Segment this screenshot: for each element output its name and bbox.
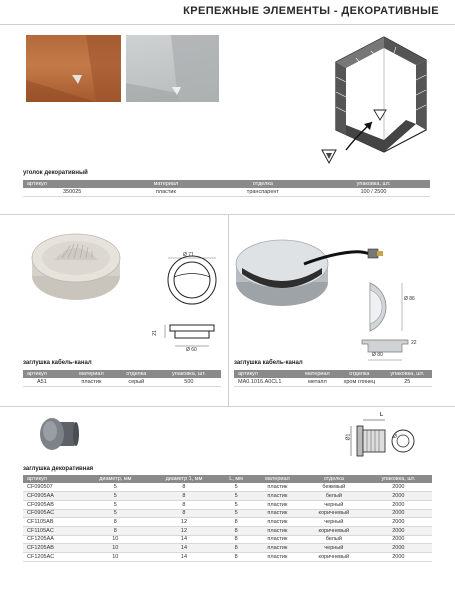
table-cell: CF1205AB — [23, 544, 83, 553]
table-cell: 2000 — [365, 492, 432, 501]
table-header: упаковка, шт. — [317, 180, 430, 188]
table-cell: 5 — [220, 483, 252, 492]
dim-inner-diameter: Ø 80 — [372, 352, 383, 358]
table-row — [23, 500, 432, 509]
plug-drawing — [345, 410, 423, 468]
table-header: отделка — [209, 180, 317, 188]
grommet-a-spec-table — [23, 370, 221, 387]
table-header: упаковка, шт. — [157, 370, 221, 378]
table-header: материал — [123, 180, 209, 188]
dim-height: 21 — [151, 330, 158, 336]
table-cell: черный — [303, 544, 365, 553]
table-cell: 2000 — [365, 518, 432, 527]
table-cell: пластик — [252, 518, 303, 527]
table-cell: CF090507 — [23, 483, 83, 492]
dim-height: 22 — [411, 340, 417, 346]
table-cell: белый — [303, 535, 365, 544]
table-header: L, мм — [220, 475, 252, 483]
title-rule — [0, 24, 455, 25]
table-cell: 8 — [83, 526, 148, 535]
table-cell: 5 — [220, 509, 252, 518]
table-cell: CF0905AB — [23, 500, 83, 509]
table-cell: CF0905AC — [23, 509, 83, 518]
table-cell: 8 — [148, 509, 221, 518]
table-cell: MA0.1016.A0CL1 — [234, 378, 299, 387]
table-header: артикул — [23, 475, 83, 483]
table-cell: пластик — [252, 483, 303, 492]
table-header: упаковка, шт. — [383, 370, 432, 378]
table-header: отделка — [336, 370, 382, 378]
table-cell: 12 — [148, 518, 221, 527]
table-cell: CF0905AA — [23, 492, 83, 501]
table-cell: пластик — [67, 378, 116, 387]
dim-outer-diameter: Ø 71 — [183, 252, 194, 258]
corner-spec-table — [23, 180, 430, 197]
plug-photo — [38, 416, 80, 454]
column-divider — [228, 214, 229, 406]
table-cell: 8 — [148, 492, 221, 501]
table-row — [23, 544, 432, 553]
table-cell: 8 — [220, 518, 252, 527]
corner-illustration — [316, 32, 432, 182]
table-header: диаметр, мм — [83, 475, 148, 483]
table-cell: пластик — [252, 535, 303, 544]
corner-photo-grey — [126, 35, 219, 102]
grommet-a-photo — [30, 228, 122, 306]
table-row — [23, 188, 430, 197]
table-row — [23, 492, 432, 501]
table-cell: 5 — [220, 500, 252, 509]
table-cell: пластик — [252, 553, 303, 562]
table-cell: 5 — [83, 509, 148, 518]
table-cell: 25 — [383, 378, 432, 387]
grommet-a-section-label: заглушка кабель-канал — [23, 360, 92, 366]
grommet-b-section-label: заглушка кабель-канал — [234, 360, 303, 366]
table-cell: 2000 — [365, 526, 432, 535]
plug-spec-table — [23, 475, 432, 562]
table-cell: пластик — [252, 544, 303, 553]
dim-length: L — [380, 412, 384, 418]
table-cell: 10 — [83, 535, 148, 544]
table-cell: серый — [116, 378, 157, 387]
table-row — [23, 518, 432, 527]
dim-outer-diameter: Ø 86 — [404, 296, 415, 302]
table-row — [23, 535, 432, 544]
table-row — [23, 526, 432, 535]
table-header: диаметр 1, мм — [148, 475, 221, 483]
table-cell: 12 — [148, 526, 221, 535]
table-cell: 2000 — [365, 535, 432, 544]
table-header: артикул — [234, 370, 299, 378]
table-cell: 2000 — [365, 544, 432, 553]
table-cell: A51 — [23, 378, 67, 387]
table-cell: 10 — [83, 544, 148, 553]
table-cell: 5 — [220, 492, 252, 501]
table-cell: CF1205AA — [23, 535, 83, 544]
table-cell: 10 — [83, 553, 148, 562]
section-divider — [0, 406, 455, 407]
table-cell: пластик — [252, 492, 303, 501]
table-cell: коричневый — [303, 553, 365, 562]
table-cell: 2000 — [365, 500, 432, 509]
table-cell: 5 — [83, 492, 148, 501]
table-cell: 8 — [148, 483, 221, 492]
table-cell: CF1105AC — [23, 526, 83, 535]
dim-inner-diameter: Ø 60 — [186, 347, 197, 353]
table-row — [23, 553, 432, 562]
table-cell: 100 / 2500 — [317, 188, 430, 197]
table-cell: CF1105AB — [23, 518, 83, 527]
table-cell: 14 — [148, 553, 221, 562]
table-header: упаковка, шт. — [365, 475, 432, 483]
page-title: КРЕПЕЖНЫЕ ЭЛЕМЕНТЫ - ДЕКОРАТИВНЫЕ — [183, 5, 439, 17]
table-header: материал — [67, 370, 116, 378]
table-header: артикул — [23, 370, 67, 378]
table-cell: CF1205AC — [23, 553, 83, 562]
table-cell: 8 — [220, 526, 252, 535]
table-cell: пластик — [252, 509, 303, 518]
table-header: артикул — [23, 180, 123, 188]
table-header: материал — [252, 475, 303, 483]
table-cell: белый — [303, 492, 365, 501]
table-cell: 8 — [220, 544, 252, 553]
table-cell: коричневый — [303, 509, 365, 518]
grommet-b-drawing — [360, 278, 420, 368]
table-cell: транспарент — [209, 188, 317, 197]
table-row — [234, 378, 432, 387]
table-cell: 2000 — [365, 509, 432, 518]
table-cell: пластик — [252, 500, 303, 509]
table-row — [23, 483, 432, 492]
table-cell: 8 — [148, 500, 221, 509]
table-cell: 350025 — [23, 188, 123, 197]
corner-section-label: уголок декоративный — [23, 170, 88, 176]
table-cell: черный — [303, 500, 365, 509]
table-header: материал — [299, 370, 336, 378]
table-cell: черный — [303, 518, 365, 527]
grommet-a-drawing — [162, 250, 222, 355]
table-cell: 8 — [83, 518, 148, 527]
table-cell: металл — [299, 378, 336, 387]
table-cell: 2000 — [365, 553, 432, 562]
dim-diameter-1: Ø1 — [345, 433, 352, 441]
table-cell: 5 — [83, 483, 148, 492]
table-cell: бежевый — [303, 483, 365, 492]
table-cell: 8 — [220, 535, 252, 544]
table-cell: 2000 — [365, 483, 432, 492]
table-header: отделка — [116, 370, 157, 378]
table-cell: 500 — [157, 378, 221, 387]
table-cell: 14 — [148, 535, 221, 544]
table-cell: 14 — [148, 544, 221, 553]
table-cell: пластик — [123, 188, 209, 197]
table-cell: 8 — [220, 553, 252, 562]
dim-diameter: Ø — [393, 434, 397, 440]
corner-photo-wood — [26, 35, 121, 102]
table-row — [23, 509, 432, 518]
table-row — [23, 378, 221, 387]
grommet-b-spec-table — [234, 370, 432, 387]
table-header: отделка — [303, 475, 365, 483]
plug-section-label: заглушка декоративная — [23, 466, 94, 472]
table-cell: 5 — [83, 500, 148, 509]
table-cell: коричневый — [303, 526, 365, 535]
table-cell: хром глянец — [336, 378, 382, 387]
table-cell: пластик — [252, 526, 303, 535]
